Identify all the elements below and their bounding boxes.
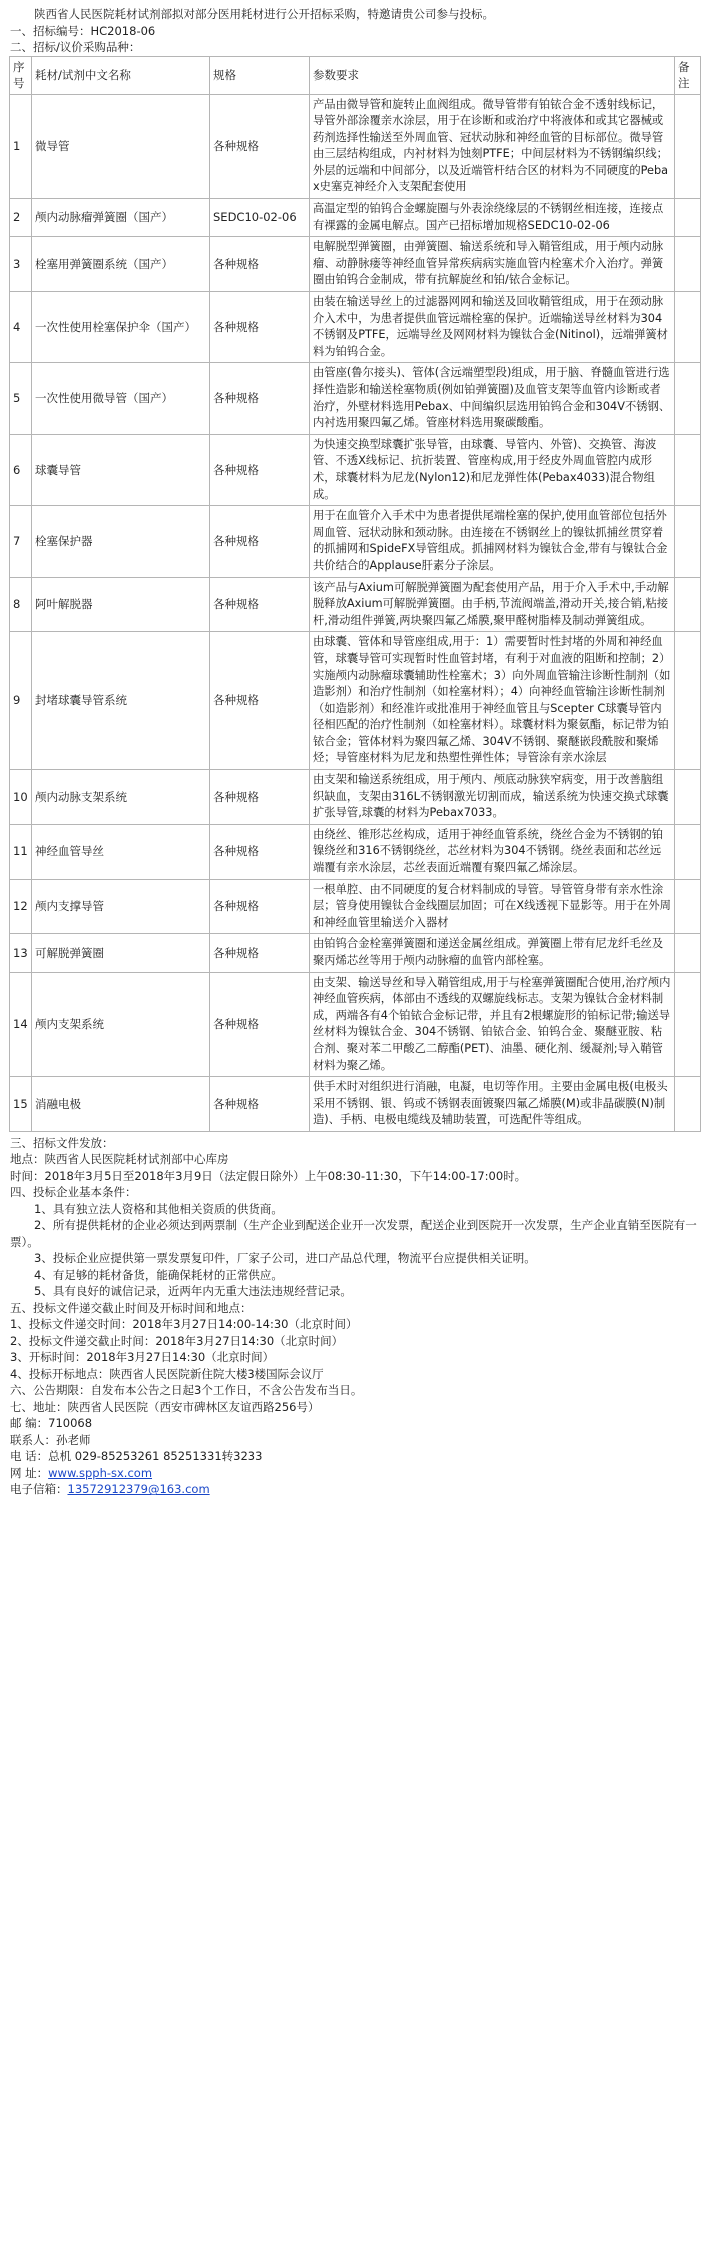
table-row: [10, 824, 701, 879]
cell-no: 6: [10, 434, 32, 505]
cell-remark: [675, 879, 701, 934]
cell-no: 4: [10, 292, 32, 363]
intro-text: 陕西省人民医院耗材试剂部拟对部分医用耗材进行公开招标采购，特邀请贵公司参与投标。: [34, 7, 494, 21]
cell-requirements: 由铂钨合金栓塞弹簧圈和递送金属丝组成。弹簧圈上带有尼龙纤毛丝及聚丙烯芯丝等用于颅内动脉瘤的血管内部栓塞。: [310, 934, 675, 972]
cell-remark: [675, 292, 701, 363]
cell-requirements: 用于在血管介入手术中为患者提供尾端栓塞的保护,使用血管部位包括外周血管、冠状动脉和颈动脉。由连接在不锈钢丝上的镍钛抓捕丝贯穿着的抓捕网和SpideFX导管组成。抓捕网材料为镍钛合金,带有与镍钛合金共价结合的Applause肝素分子涂层。: [310, 506, 675, 577]
cell-spec: 各种规格: [210, 632, 310, 770]
cell-spec: 各种规格: [210, 934, 310, 972]
cell-name: 栓塞用弹簧圈系统（国产）: [32, 237, 210, 292]
email-link[interactable]: 13572912379@163.com: [67, 1482, 210, 1497]
footer-line: 五、投标文件递交截止时间及开标时间和地点：: [10, 1300, 252, 1315]
cell-remark: [675, 434, 701, 505]
cell-requirements: 由支架和输送系统组成，用于颅内、颅底动脉狭窄病变，用于改善脑组织缺血，支架由316L不锈钢激光切割而成，输送系统为快速交换式球囊扩张导管,球囊的材料为Pebax7033。: [310, 770, 675, 825]
cell-spec: 各种规格: [210, 770, 310, 825]
cell-requirements: 为快速交换型球囊扩张导管，由球囊、导管内、外管)、交换管、海波管、不透X线标记、抗折装置、管座构成,用于经皮外周血管腔内成形术，球囊材料为尼龙(Nylon12)和尼龙弹性体(Pebax4033)混合物组成。: [310, 434, 675, 505]
table-row: [10, 934, 701, 972]
cell-remark: [675, 770, 701, 825]
cell-name: 颅内动脉瘤弹簧圈（国产）: [32, 199, 210, 237]
cell-no: 3: [10, 237, 32, 292]
cell-name: 颅内支撑导管: [32, 879, 210, 934]
cell-no: 7: [10, 506, 32, 577]
table-body: [10, 94, 701, 1131]
header-no: 序号: [10, 56, 32, 94]
cell-spec: 各种规格: [210, 577, 310, 632]
table-row: [10, 972, 701, 1077]
cell-requirements: 由支架、输送导丝和导入鞘管组成,用于与栓塞弹簧圈配合使用,治疗颅内神经血管疾病，体部由不透线的双螺旋线标志。支架为镍钛合金材料制成，两端各有4个铂铱合金标记带，并且有2根螺旋形的铂标记带;输送导丝材料为镍钛合金、304不锈钢、铂铱合金、铂钨合金、聚醚亚胺、粘合剂、聚对苯二甲酸乙二醇酯(PET)、油墨、硬化剂、缓凝剂;导入鞘管材料为聚乙烯。: [310, 972, 675, 1077]
cell-no: 15: [10, 1077, 32, 1132]
cell-spec: 各种规格: [210, 824, 310, 879]
footer-line: 4、投标开标地点：陕西省人民医院新住院大楼3楼国际会议厅: [10, 1366, 324, 1381]
cell-name: 阿叶解脱器: [32, 577, 210, 632]
footer-line: 时间：2018年3月5日至2018年3月9日（法定假日除外）上午08:30-11:30，下午14:00-17:00时。: [10, 1168, 527, 1183]
table-row: [10, 577, 701, 632]
notice-footer: [0, 1132, 709, 1498]
website-line: [10, 1465, 701, 1482]
table-header-row: [10, 56, 701, 94]
cell-remark: [675, 972, 701, 1077]
cell-requirements: 产品由微导管和旋转止血阀组成。微导管带有铂铱合金不透射线标记，导管外部涂覆亲水涂层，用于在诊断和或治疗中将液体和或其它器械或药剂选择性输送至外周血管、冠状动脉和神经血管的目标部位。微导管由三层结构组成，内衬材料为蚀刻PTFE；中间层材料为不锈钢编织线；外层的远端和中间部分，以及近端管杆结合区的材料为不同硬度的Pebax史塞克神经介入支架配套使用: [310, 94, 675, 199]
cell-requirements: 供手术时对组织进行消融，电凝，电切等作用。主要由金属电极(电极头采用不锈钢、银、钨或不锈钢表面镀聚四氟乙烯膜(M)或非晶碳膜(N)制造)、手柄、电极电缆线及辅助装置，可选配件等组成。: [310, 1077, 675, 1132]
cell-spec: 各种规格: [210, 94, 310, 199]
cell-remark: [675, 506, 701, 577]
cell-spec: 各种规格: [210, 292, 310, 363]
cell-name: 球囊导管: [32, 434, 210, 505]
cell-remark: [675, 577, 701, 632]
cell-name: 可解脱弹簧圈: [32, 934, 210, 972]
footer-line: 1、具有独立法人资格和其他相关资质的供货商。: [34, 1201, 283, 1216]
table-row: [10, 632, 701, 770]
cell-spec: 各种规格: [210, 363, 310, 434]
website-label: 网 址：: [10, 1465, 49, 1480]
footer-line: 电 话：总机 029-85253261 85251331转3233: [10, 1449, 263, 1464]
cell-name: 一次性使用微导管（国产）: [32, 363, 210, 434]
website-link[interactable]: www.spph-sx.com: [48, 1465, 153, 1480]
table-row: [10, 363, 701, 434]
footer-line: 1、投标文件递交时间：2018年3月27日14:00-14:30（北京时间）: [10, 1317, 358, 1332]
cell-no: 10: [10, 770, 32, 825]
cell-remark: [675, 824, 701, 879]
footer-line: 4、有足够的耗材备货，能确保耗材的正常供应。: [34, 1267, 283, 1282]
cell-no: 8: [10, 577, 32, 632]
tender-number: 一、招标编号：HC2018-06: [10, 23, 156, 38]
table-row: [10, 1077, 701, 1132]
cell-requirements: 电解脱型弹簧圈，由弹簧圈、输送系统和导入鞘管组成，用于颅内动脉瘤、动静脉瘘等神经血管异常疾病病实施血管内栓塞术介入治疗。弹簧圈由铂钨合金制成，带有抗解旋丝和铂/铱合金标记。: [310, 237, 675, 292]
footer-line: 六、公告期限：自发布本公告之日起3个工作日，不含公告发布当日。: [10, 1383, 363, 1398]
table-row: [10, 770, 701, 825]
footer-line: 三、招标文件发放：: [10, 1135, 114, 1150]
cell-remark: [675, 1077, 701, 1132]
cell-remark: [675, 632, 701, 770]
table-row: [10, 94, 701, 199]
footer-line: 四、投标企业基本条件：: [10, 1185, 137, 1200]
cell-spec: 各种规格: [210, 879, 310, 934]
header-name: 耗材/试剂中文名称: [32, 56, 210, 94]
cell-requirements: 由管座(鲁尔接头)、管体(含远端塑型段)组成，用于脑、脊髓血管进行选择性造影和输送栓塞物质(例如铂弹簧圈)及血管支架等血管内诊断或者治疗，外壁材料选用Pebax、中间编织层选用铂钨合金和304V不锈钢、内衬选用聚四氟乙烯。管座材料选用聚碳酸酯。: [310, 363, 675, 434]
footer-line: 七、地址：陕西省人民医院（西安市碑林区友谊西路256号）: [10, 1399, 320, 1414]
cell-spec: 各种规格: [210, 1077, 310, 1132]
cell-no: 14: [10, 972, 32, 1077]
email-label: 电子信箱：: [10, 1482, 68, 1497]
cell-spec: 各种规格: [210, 237, 310, 292]
footer-line: 3、投标企业应提供第一票发票复印件，厂家子公司，进口产品总代理，物流平台应提供相关证明。: [34, 1251, 536, 1266]
cell-remark: [675, 199, 701, 237]
cell-requirements: 由绕丝、锥形芯丝构成，适用于神经血管系统，绕丝合金为不锈钢的铂镍绕丝和316不锈钢绕丝，芯丝材料为304不锈钢。绕丝表面和芯丝远端覆有亲水涂层，芯丝表面近端覆有聚四氟乙烯涂层。: [310, 824, 675, 879]
cell-remark: [675, 363, 701, 434]
table-row: [10, 879, 701, 934]
cell-name: 栓塞保护器: [32, 506, 210, 577]
cell-name: 一次性使用栓塞保护伞（国产）: [32, 292, 210, 363]
table-row: [10, 292, 701, 363]
cell-spec: 各种规格: [210, 506, 310, 577]
notice-header: [0, 0, 709, 56]
cell-no: 2: [10, 199, 32, 237]
cell-no: 13: [10, 934, 32, 972]
footer-line: 2、所有提供耗材的企业必须达到两票制（生产企业到配送企业开一次发票，配送企业到医院开一次发票，生产企业直销至医院有一票）。: [10, 1218, 697, 1249]
cell-requirements: 由装在输送导丝上的过滤器网网和输送及回收鞘管组成，用于在颈动脉介入术中，为患者提供血管远端栓塞的保护。近端输送导丝材料为304不锈钢及PTFE，远端导丝及网网材料为镍钛合金(Nitinol)，远端弹簧材料为铂钨合金。: [310, 292, 675, 363]
section-items-title: 二、招标/议价采购品种：: [10, 40, 141, 54]
cell-name: 微导管: [32, 94, 210, 199]
table-row: [10, 434, 701, 505]
cell-requirements: 该产品与Axium可解脱弹簧圈为配套使用产品，用于介入手术中,手动解脱释放Axium可解脱弹簧圈。由手柄,节流阀端盖,滑动开关,接合销,粘接杆,滑动组件弹簧,两块聚四氟乙烯膜,聚甲醛树脂棒及制动弹簧组成。: [310, 577, 675, 632]
footer-line: 5、具有良好的诚信记录，近两年内无重大违法违规经营记录。: [34, 1284, 352, 1299]
cell-requirements: 由球囊、管体和导管座组成,用于：1）需要暂时性封堵的外周和神经血管，球囊导管可实现暂时性血管封堵，有利于对血液的阻断和控制；2）实施颅内动脉瘤球囊辅助性栓塞术；3）向外周血管输注诊断性制剂（如造影剂）和治疗性制剂（如栓塞材料）；4）向神经血管输注诊断性制剂（如造影剂）和经准许或批准用于神经血管且与Scepter C球囊导管内径相匹配的治疗性制剂（如栓塞材料）。球囊材料为聚氨酯，标记带为铂铱合金；管体材料为聚四氟乙烯、304V不锈钢、聚醚嵌段酰胺和聚烯烃；导管座材料为尼龙和热塑性弹性体；导管涂有亲水涂层: [310, 632, 675, 770]
footer-line: 3、开标时间：2018年3月27日14:30（北京时间）: [10, 1350, 275, 1365]
footer-line: 邮 编：710068: [10, 1416, 93, 1431]
cell-name: 消融电极: [32, 1077, 210, 1132]
cell-no: 9: [10, 632, 32, 770]
table-row: [10, 199, 701, 237]
cell-name: 颅内动脉支架系统: [32, 770, 210, 825]
header-spec: 规格: [210, 56, 310, 94]
cell-spec: 各种规格: [210, 434, 310, 505]
items-table: [9, 56, 701, 1132]
cell-name: 封堵球囊导管系统: [32, 632, 210, 770]
cell-name: 神经血管导丝: [32, 824, 210, 879]
cell-no: 12: [10, 879, 32, 934]
header-remark: 备注: [675, 56, 701, 94]
cell-name: 颅内支架系统: [32, 972, 210, 1077]
footer-line: 联系人：孙老师: [10, 1432, 91, 1447]
cell-requirements: 高温定型的铂钨合金螺旋圈与外表涂绕缘层的不锈钢丝相连接，连接点有裸露的金属电解点。国产已招标增加规格SEDC10-02-06: [310, 199, 675, 237]
cell-spec: SEDC10-02-06: [210, 199, 310, 237]
footer-line: 2、投标文件递交截止时间：2018年3月27日14:30（北京时间）: [10, 1333, 344, 1348]
cell-spec: 各种规格: [210, 972, 310, 1077]
table-row: [10, 237, 701, 292]
cell-no: 11: [10, 824, 32, 879]
cell-remark: [675, 237, 701, 292]
cell-remark: [675, 94, 701, 199]
footer-lines: [10, 1135, 701, 1465]
cell-requirements: 一根单腔、由不同硬度的复合材料制成的导管。导管管身带有亲水性涂层；管身使用镍钛合金线圈层加固；可在X线透视下显影等。用于在外周和神经血管里输送介入器材: [310, 879, 675, 934]
cell-no: 1: [10, 94, 32, 199]
cell-remark: [675, 934, 701, 972]
footer-line: 地点：陕西省人民医院耗材试剂部中心库房: [10, 1152, 229, 1167]
table-row: [10, 506, 701, 577]
email-line: [10, 1481, 701, 1498]
cell-no: 5: [10, 363, 32, 434]
header-requirements: 参数要求: [310, 56, 675, 94]
